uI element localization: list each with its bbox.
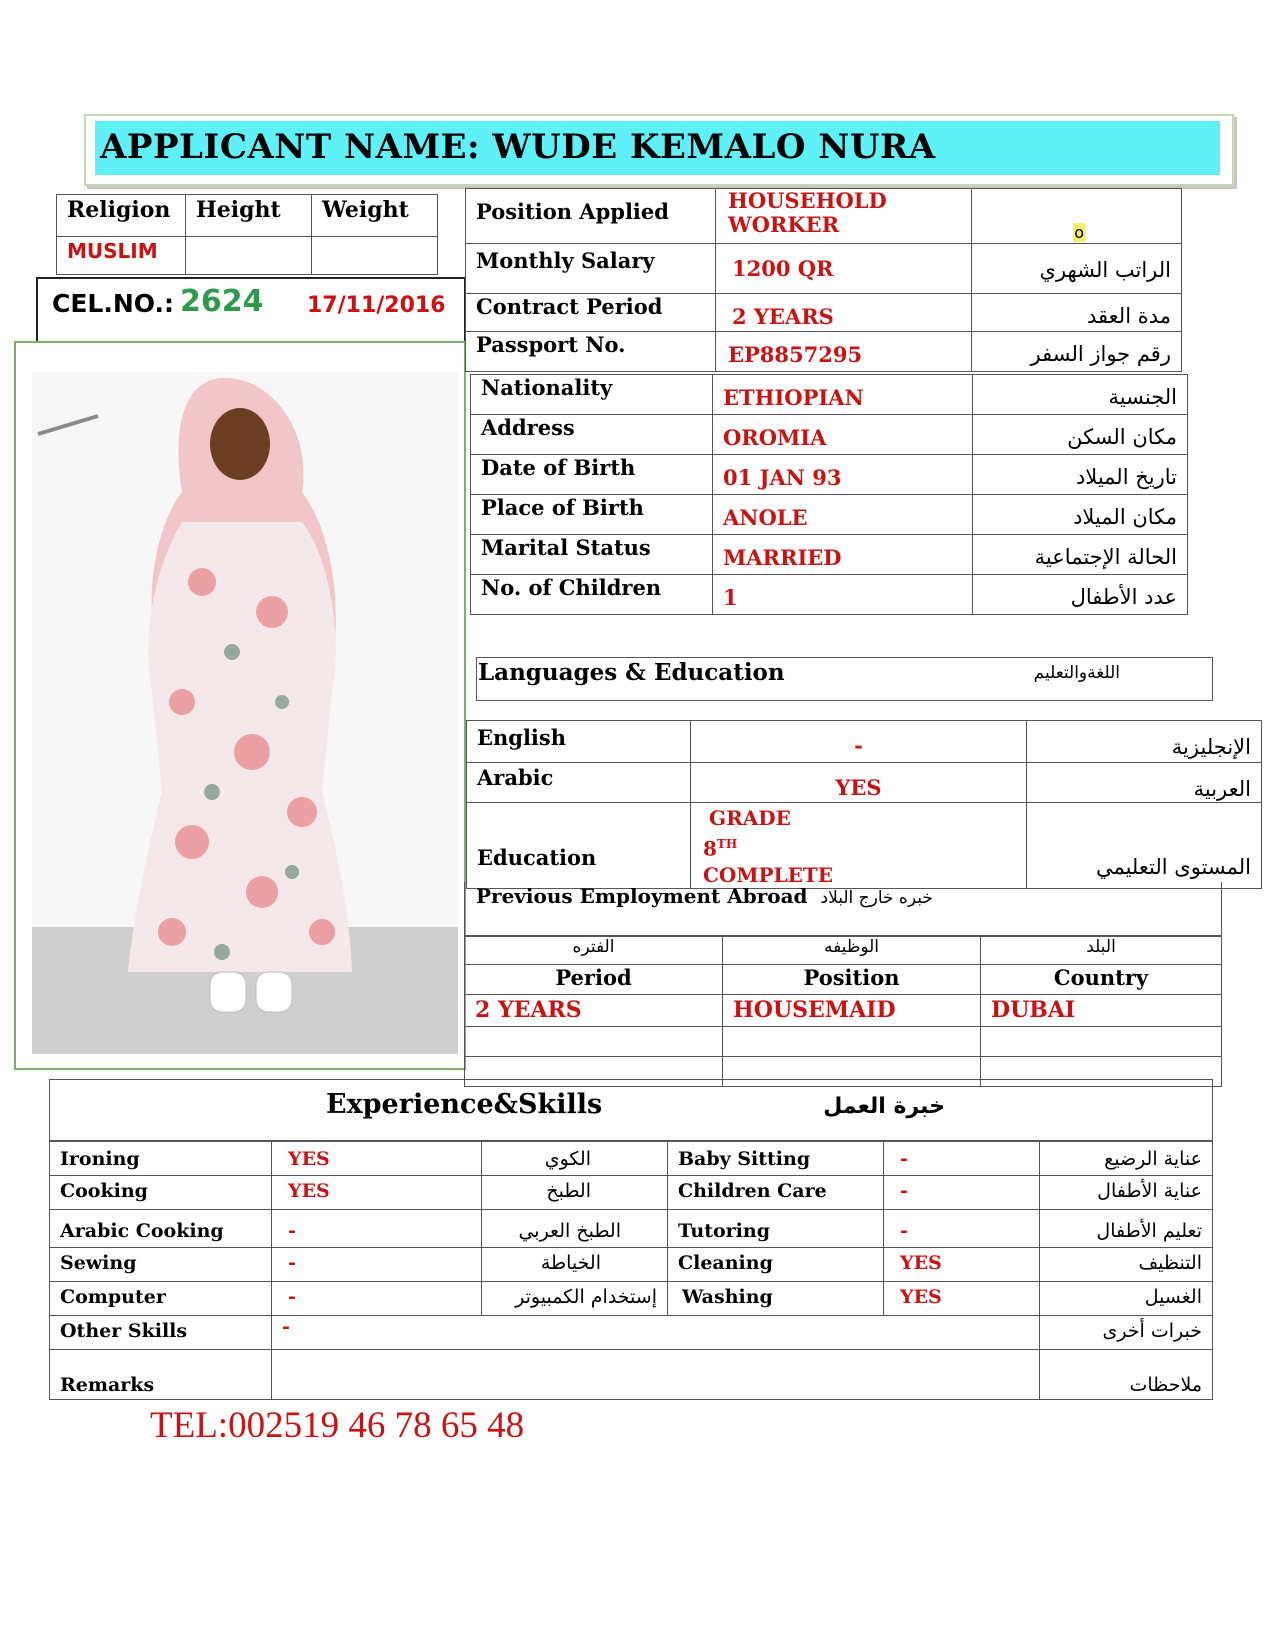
education-level: 8 [703,836,717,861]
nationality-value: ETHIOPIAN [713,375,973,415]
employment-title [476,884,933,908]
english-value: - [691,721,1027,763]
employment-period: 2 YEARS [465,995,723,1027]
skill-ironing-arabic: الكوي [482,1142,668,1176]
address-label: Address [471,415,713,455]
skill-childcare-arabic: عناية الأطفال [1040,1176,1213,1210]
position-applied-value: HOUSEHOLD WORKER [716,189,972,244]
col-position: Position [723,965,981,995]
address-value: OROMIA [713,415,973,455]
education-level-sup: TH [716,837,738,851]
pob-label: Place of Birth [471,495,713,535]
skill-washing-label: Washing [668,1282,884,1316]
skill-arabic-cooking-label: Arabic Cooking [50,1210,272,1248]
monthly-salary-arabic: الراتب الشهري [972,244,1182,294]
education-label: Education [467,803,691,889]
contract-period-label: Contract Period [466,294,716,332]
weight-label: Weight [312,195,438,237]
pob-arabic: مكان الميلاد [973,495,1188,535]
skill-childcare-label: Children Care [668,1176,884,1210]
skill-sewing-arabic: الخياطة [482,1248,668,1282]
passport-value: EP8857295 [716,332,972,372]
skill-childcare-value: - [884,1176,1040,1210]
position-applied-label: Position Applied [466,189,716,244]
english-arabic: الإنجليزية [1027,721,1262,763]
skill-sewing-label: Sewing [50,1248,272,1282]
height-label: Height [186,195,312,237]
contract-period-arabic: مدة العقد [972,294,1182,332]
pob-value: ANOLE [713,495,973,535]
personal-table [56,194,438,275]
nationality-arabic: الجنسية [973,375,1188,415]
languages-table [466,720,1262,889]
other-skills-value: - [272,1316,1040,1350]
col-country: Country [981,965,1222,995]
languages-title-arabic: اللغةوالتعليم [1033,663,1120,683]
skill-tutoring-label: Tutoring [668,1210,884,1248]
cel-date: 17/11/2016 [307,293,446,318]
skill-arabic-cooking-value: - [272,1210,482,1248]
cel-number: 2624 [180,284,264,319]
dob-value: 01 JAN 93 [713,455,973,495]
dob-label: Date of Birth [471,455,713,495]
skill-ironing-label: Ironing [50,1142,272,1176]
skill-computer-value: - [272,1282,482,1316]
experience-header-box [49,1079,1213,1141]
position-table [465,188,1182,372]
remarks-arabic: ملاحظات [1040,1350,1213,1400]
children-arabic: عدد الأطفال [973,575,1188,615]
religion-label: Religion [57,195,186,237]
marital-arabic: الحالة الإجتماعية [973,535,1188,575]
experience-title: Experience&Skills [326,1089,603,1120]
passport-label: Passport No. [466,332,716,372]
english-label: English [467,721,691,763]
col-country-arabic: البلد [981,937,1222,965]
children-value: 1 [713,575,973,615]
weight-value [312,237,438,275]
details-table [470,374,1188,615]
skill-washing-arabic: الغسيل [1040,1282,1213,1316]
applicant-name-heading [100,127,936,167]
dob-arabic: تاريخ الميلاد [973,455,1188,495]
marital-value: MARRIED [713,535,973,575]
skill-computer-arabic: إستخدام الكمبيوتر [482,1282,668,1316]
education-arabic: المستوى التعليمي [1027,803,1262,889]
employment-table [464,936,1222,1087]
skill-cooking-label: Cooking [50,1176,272,1210]
skill-tutoring-value: - [884,1210,1040,1248]
skill-babysitting-arabic: عناية الرضيع [1040,1142,1213,1176]
skill-computer-label: Computer [50,1282,272,1316]
employment-position: HOUSEMAID [723,995,981,1027]
remarks-value [272,1350,1040,1400]
address-arabic: مكان السكن [973,415,1188,455]
education-status: COMPLETE [703,862,833,887]
skill-cleaning-arabic: التنظيف [1040,1248,1213,1282]
skill-babysitting-label: Baby Sitting [668,1142,884,1176]
height-value [186,237,312,275]
skill-sewing-value: - [272,1248,482,1282]
col-period: Period [465,965,723,995]
employment-title-arabic: خبره خارج البلاد [820,888,933,908]
footer-telephone: TEL:002519 46 78 65 48 [150,1405,525,1446]
applicant-photo-illustration [32,372,458,1054]
applicant-name: WUDE KEMALO NURA [492,127,936,167]
passport-arabic: رقم جواز السفر [972,332,1182,372]
skill-cooking-arabic: الطبخ [482,1176,668,1210]
arabic-label: Arabic [467,763,691,803]
applicant-photo [32,372,458,1054]
experience-title-arabic: خبرة العمل [823,1094,945,1119]
employment-empty-cell [723,1027,981,1057]
skill-cooking-value: YES [272,1176,482,1210]
nationality-label: Nationality [471,375,713,415]
education-grade: GRADE [709,806,791,830]
position-marker-cell [972,189,1182,244]
skill-tutoring-arabic: تعليم الأطفال [1040,1210,1213,1248]
skill-cleaning-label: Cleaning [668,1248,884,1282]
contract-period-value: 2 YEARS [716,294,972,332]
monthly-salary-value: 1200 QR [716,244,972,294]
highlight-marker: o [1074,223,1084,242]
employment-empty-cell [465,1027,723,1057]
children-label: No. of Children [471,575,713,615]
skill-babysitting-value: - [884,1142,1040,1176]
employment-empty-cell [981,1027,1222,1057]
marital-label: Marital Status [471,535,713,575]
other-skills-label: Other Skills [50,1316,272,1350]
monthly-salary-label: Monthly Salary [466,244,716,294]
other-skills-arabic: خبرات أخرى [1040,1316,1213,1350]
skill-washing-value: YES [884,1282,1040,1316]
remarks-label: Remarks [50,1350,272,1400]
col-position-arabic: الوظيفه [723,937,981,965]
education-level-line [703,831,1014,862]
education-value [691,803,1027,889]
skill-cleaning-value: YES [884,1248,1040,1282]
skill-arabic-cooking-arabic: الطبخ العربي [482,1210,668,1248]
arabic-arabic: العربية [1027,763,1262,803]
employment-country: DUBAI [981,995,1222,1027]
experience-table [49,1141,1213,1400]
arabic-value: YES [691,763,1027,803]
cel-number-label: CEL.NO.: [52,289,174,318]
skill-ironing-value: YES [272,1142,482,1176]
languages-title: Languages & Education [478,659,785,686]
religion-value: MUSLIM [57,237,186,275]
employment-title-en: Previous Employment Abroad [476,884,808,908]
applicant-name-label: APPLICANT NAME: [100,127,481,167]
col-period-arabic: الفتره [465,937,723,965]
